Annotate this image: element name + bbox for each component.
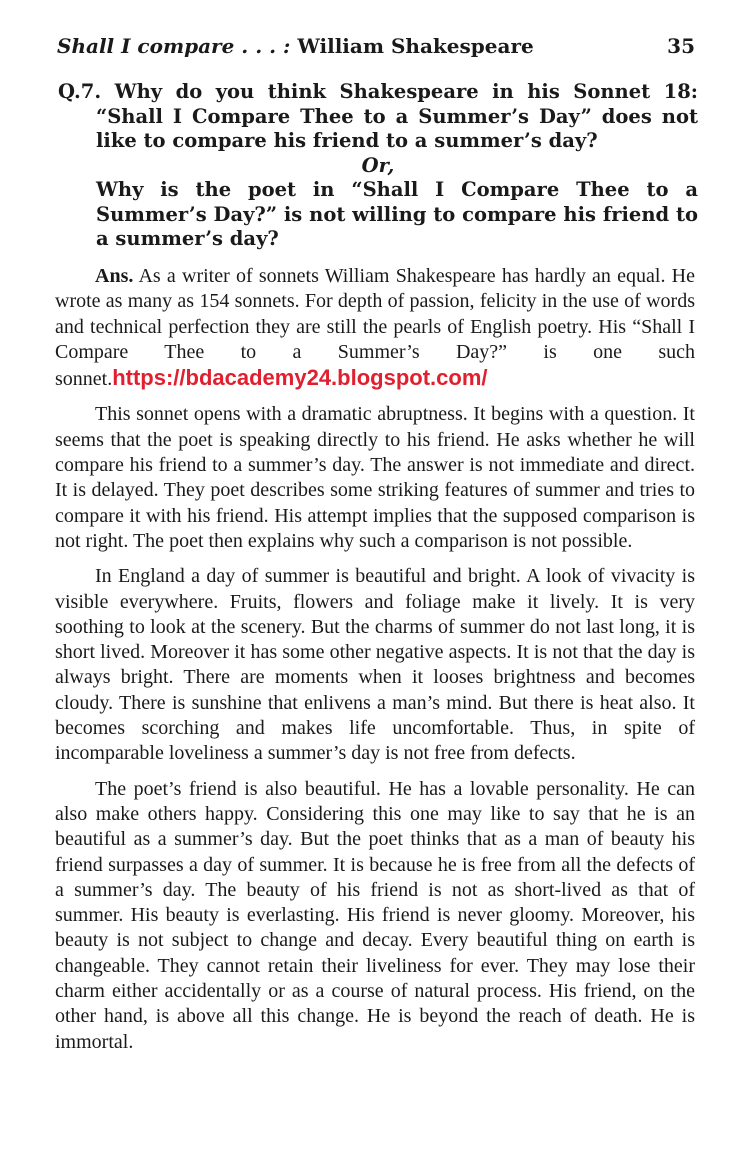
answer-paragraph-4: The poet’s friend is also beautiful. He has a lovable personality. He can also make others happy. Considering this one may like to say that he is an beautiful as a summer’s day. But the poet thinks that as a man of beauty his friend surpasses a day of summer. It is because he is free from all the defects of a summer’s day. The beauty of his friend is not as short-lived as that of summer. His beauty is everlasting. His friend is never gloomy. Moreover, his beauty is not subject to change and decay. Every beautiful thing on earth is changeable. They cannot retain their liveliness for ever. They may lose their charm either accidentally or as a course of natural process. His friend, on the other hand, is above all this change. He is beyond the reach of death. He is immortal.	[55, 777, 695, 1053]
answer-paragraph-3: In England a day of summer is beautiful and bright. A look of vivacity is visible everywhere. Fruits, flowers and foliage make it lively. It is very soothing to look at the scenery. But the charms of summer do not last long, it is short lived. Moreover it has some other negative aspects. It is not that the day is always bright. There are moments when it looses brightness and becomes cloudy. There is sunshine that enlivens a man’s mind. But there is heat also. It becomes scorching and makes life uncomfortable. Thus, in spite of incomparable loveliness a summer’s day is not free from defects.	[55, 565, 695, 765]
answer-body	[55, 264, 695, 1065]
question-alternate: Why is the poet in “Shall I Compare Thee to a Summer’s Day?” is not willing to compare his friend to a summer’s day?	[96, 178, 698, 250]
question-block	[58, 80, 698, 252]
question-main	[58, 80, 698, 154]
answer-label: Ans.	[95, 265, 134, 287]
question-number: Q.7.	[58, 80, 102, 103]
answer-paragraph-1-text: As a writer of sonnets William Shakespeare has hardly an equal. He wrote as many as 154 sonnets. For depth of passion, felicity in the use of words and technical perfection they are still the pearls of English poetry. His “Shall I Compare Thee to a Summer’s Day?” is one such sonnet.	[55, 265, 695, 391]
answer-paragraph-2: This sonnet opens with a dramatic abruptness. It begins with a question. It seems that the poet is speaking directly to his friend. He asks whether he will compare his friend to a summer’s day. The answer is not immediate and direct. It is delayed. They poet describes some striking features of summer and tries to compare it with his friend. His attempt implies that the supposed comparison is not right. The poet then explains why such a comparison is not possible.	[55, 403, 695, 552]
question-text: Why do you think Shakespeare in his Sonnet 18: “Shall I Compare Thee to a Summer’s Day” does not like to compare his friend to a summer’s day?	[96, 80, 698, 152]
header-author: William Shakespeare	[297, 34, 534, 58]
watermark-url: https://bdacademy24.blogspot.com/	[112, 365, 488, 391]
page-number: 35	[667, 34, 695, 58]
header-title	[57, 34, 534, 58]
running-header	[57, 34, 695, 62]
header-poem-title: Shall I compare . . . :	[57, 34, 291, 58]
question-or: Or,	[361, 153, 395, 177]
answer-paragraph-1	[55, 264, 695, 392]
